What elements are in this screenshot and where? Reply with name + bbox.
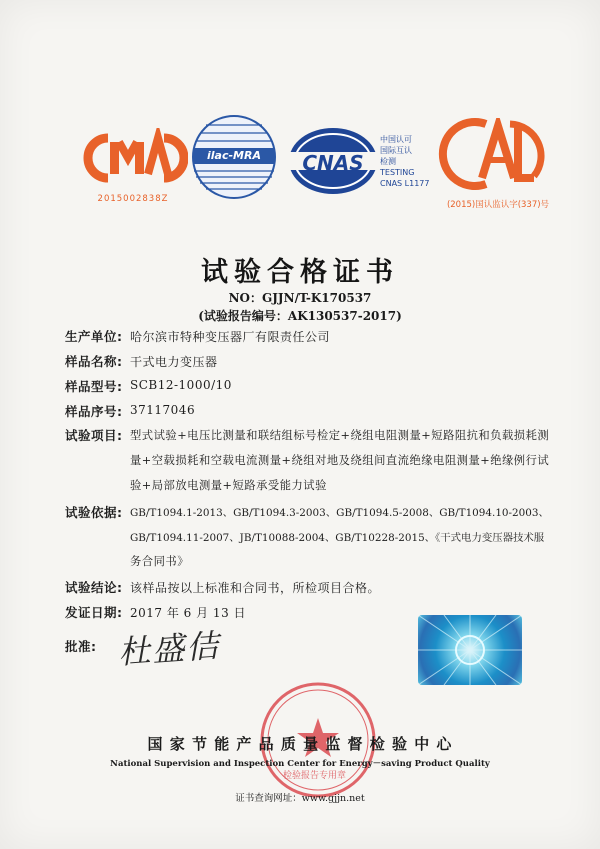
model-label: 样品型号: (65, 379, 123, 394)
issue-date-label: 发证日期: (65, 605, 123, 620)
verification-website: 证书查询网址：www.gjjn.net (235, 793, 365, 804)
hologram-seal (418, 615, 522, 685)
test-items-label: 试验项目: (65, 428, 123, 443)
cnas-label: CNAS (302, 151, 364, 175)
cma-code: 2015002838Z (97, 194, 169, 204)
cnas-side-text (380, 134, 429, 189)
approval-label: 批准: (65, 639, 97, 654)
issuing-center-en: National Supervision and Inspection Center for Energy－saving Product Quality (110, 759, 490, 769)
manufacturer-value: 哈尔滨市特种变压器厂有限责任公司 (130, 330, 331, 344)
model-value: SCB12-1000/10 (130, 378, 232, 392)
test-basis-line: 务合同书》 (130, 555, 189, 568)
cnas-side-line: 国际互认 (380, 146, 412, 155)
cnas-side-line: CNAS L1177 (380, 179, 430, 188)
cma-mark-icon (78, 128, 188, 188)
serial-value: 37117046 (130, 403, 196, 417)
cal-code: (2015)国认监认字(337)号 (446, 200, 550, 210)
test-items-line: 型式试验+电压比测量和联结组标号检定+绕组电阻测量+短路阻抗和负载损耗测 (130, 429, 550, 442)
report-number: (试验报告编号：AK130537-2017) (198, 309, 402, 323)
manufacturer-label: 生产单位: (65, 329, 123, 344)
sample-name-label: 样品名称: (65, 354, 123, 369)
test-basis-line: GB/T1094.11-2007、JB/T10088-2004、GB/T10228-2015、《干式电力变压器技术服 (130, 532, 545, 544)
test-basis-line: GB/T1094.1-2013、GB/T1094.3-2003、GB/T1094.5-2008、GB/T1094.10-2003、 (130, 507, 549, 519)
cnas-side-line: 中国认可 (380, 135, 412, 144)
cal-logo (438, 118, 558, 210)
signature: 杜盛佶 (116, 626, 222, 672)
certificate-title: 试验合格证书 (201, 257, 399, 288)
sample-name-value: 干式电力变压器 (130, 355, 218, 369)
cnas-side-line: 检测 (380, 157, 396, 166)
cma-logo (78, 128, 188, 208)
issuing-center-cn: 国 家 节 能 产 品 质 量 监 督 检 验 中 心 (147, 735, 453, 753)
cnas-side-line: TESTING (380, 168, 415, 177)
issue-date-value: 2017 年 6 月 13 日 (130, 606, 247, 620)
test-basis-label: 试验依据: (65, 505, 123, 520)
conclusion-value: 该样品按以上标准和合同书，所检项目合格。 (130, 581, 381, 595)
test-items-line: 验+局部放电测量+短路承受能力试验 (130, 479, 327, 492)
stamp-text: 检验报告专用章 (283, 771, 347, 781)
test-items-line: 量+空载损耗和空载电流测量+绕组对地及绕组间直流绝缘电阻测量+绝缘例行试 (130, 454, 550, 467)
conclusion-label: 试验结论: (65, 580, 123, 595)
serial-label: 样品序号: (65, 404, 123, 419)
certificate-number: NO：GJJN/T-K170537 (228, 291, 372, 305)
hologram-pattern-icon (418, 615, 522, 685)
cal-mark-icon (438, 118, 558, 190)
cnas-logo (287, 126, 379, 196)
ilac-label: ilac-MRA (207, 149, 261, 162)
ilac-mra-logo (190, 113, 278, 201)
